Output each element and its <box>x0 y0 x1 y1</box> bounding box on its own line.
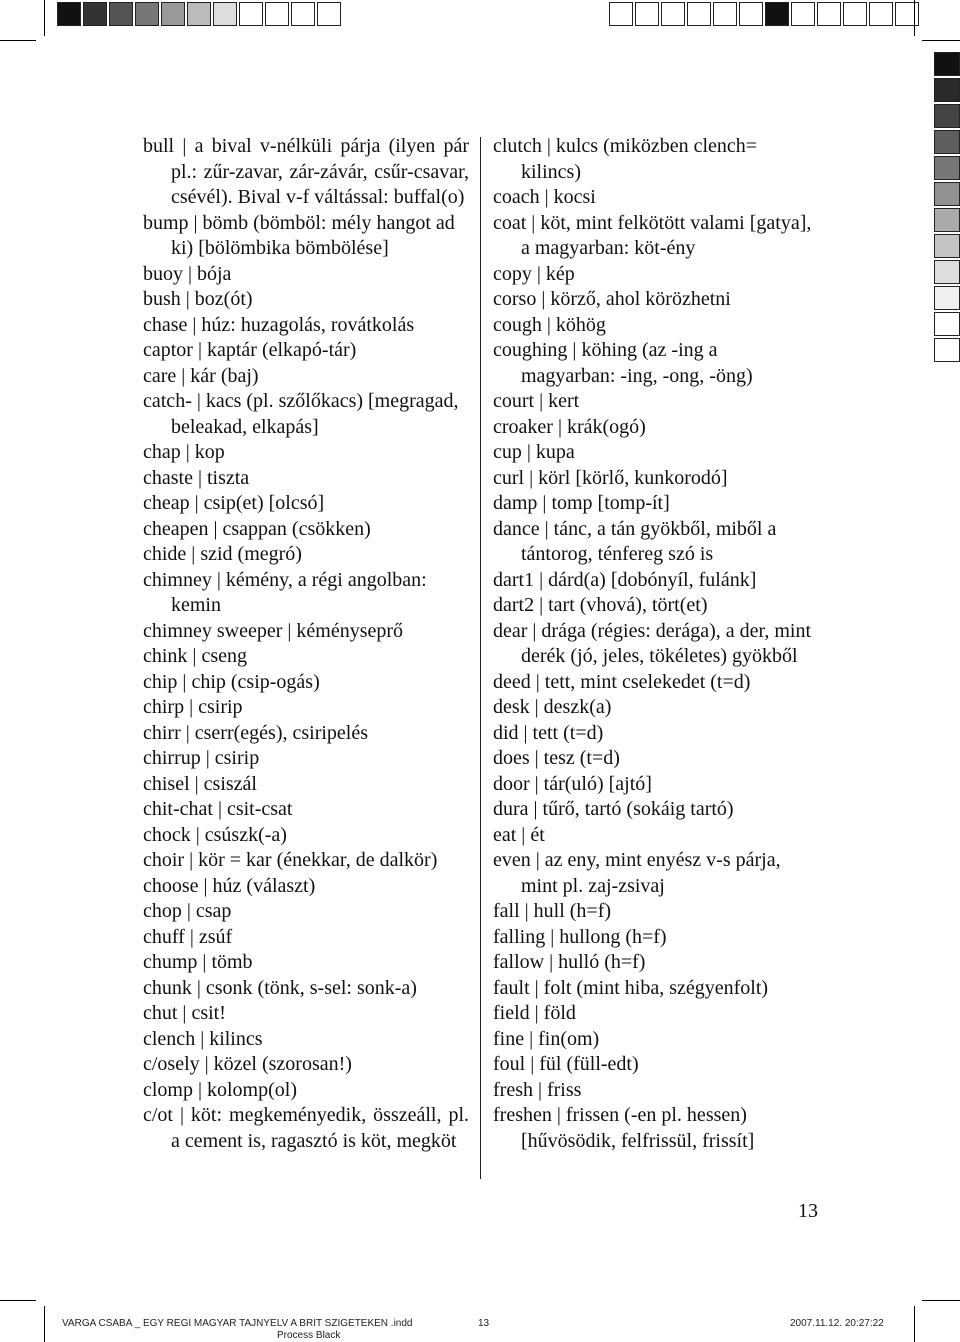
dictionary-entry: chop | csap <box>143 900 232 922</box>
crop-mark <box>44 1306 45 1342</box>
dictionary-entry: copy | kép <box>493 262 575 285</box>
dictionary-entry: fallow | hulló (h=f) <box>493 951 646 973</box>
dictionary-entry: chut | csit! <box>143 1002 226 1024</box>
dictionary-entry: chaste | tiszta <box>143 466 250 489</box>
dictionary-entry: fall | hull (h=f) <box>493 900 612 922</box>
dictionary-entry: chirrup | csirip <box>143 747 260 769</box>
dictionary-entry: chirp | csirip <box>143 696 243 718</box>
dictionary-entry: chap | kop <box>143 441 225 463</box>
right-column <box>493 134 815 1154</box>
dictionary-entry: cheapen | csappan (csökken) <box>143 517 371 540</box>
dictionary-entry: does | tesz (t=d) <box>493 747 620 769</box>
dictionary-entry: chunk | csonk (tönk, s-sel: sonk-a) <box>143 976 417 999</box>
crop-mark <box>922 40 960 41</box>
dictionary-entry: catch- | kacs (pl. szőlőkacs) [megragad, beleakad, elkapás] <box>143 390 459 438</box>
crop-mark <box>44 0 45 36</box>
footer-file-name: VARGA CSABA _ EGY REGI MAGYAR TAJNYELV A BRIT SZIGETEKEN .indd <box>62 1318 413 1329</box>
footer-process: Process Black <box>277 1330 341 1341</box>
dictionary-entry: falling | hullong (h=f) <box>493 925 667 948</box>
crop-mark <box>914 0 915 36</box>
crop-mark <box>0 1300 36 1301</box>
dictionary-entry: c/ot | köt: megkeményedik, összeáll, pl. a cement is, ragasztó is köt, megköt <box>143 1104 469 1152</box>
dictionary-entry: bump | bömb (bömböl: mély hangot ad ki) [bölömbika bömbölése] <box>143 211 455 259</box>
dictionary-entry: curl | körl [körlő, kunkorodó] <box>493 466 728 489</box>
dictionary-entry: door | tár(uló) [ajtó] <box>493 772 652 795</box>
dictionary-entry: fine | fin(om) <box>493 1027 600 1050</box>
dictionary-entry: chock | csúszk(-a) <box>143 823 287 846</box>
crop-mark <box>914 1306 915 1342</box>
dictionary-entry: fault | folt (mint hiba, szégyenfolt) <box>493 976 769 999</box>
dictionary-entry: chide | szid (megró) <box>143 543 302 565</box>
dictionary-entry: dance | tánc, a tán gyökből, miből a tántorog, ténfereg szó is <box>493 517 777 565</box>
dictionary-entry: foul | fül (füll-edt) <box>493 1053 639 1075</box>
dictionary-entry: bull | a bival v-nélküli párja (ilyen pár pl.: zűr-zavar, zár-závár, csűr-csavar, csévél). Bival v-f váltással: buffal(o) <box>143 135 469 208</box>
dictionary-entry: chit-chat | csit-csat <box>143 798 293 820</box>
dictionary-entry: court | kert <box>493 390 580 412</box>
dictionary-entry: chirr | cserr(egés), csiripelés <box>143 721 368 744</box>
dictionary-entry: did | tett (t=d) <box>493 721 604 744</box>
footer-datetime: 2007.11.12. 20:27:22 <box>790 1318 884 1329</box>
left-column <box>143 134 469 1154</box>
dictionary-entry: chisel | csiszál <box>143 772 257 795</box>
dictionary-entry: cheap | csip(et) [olcsó] <box>143 492 325 514</box>
dictionary-entry: choir | kör = kar (énekkar, de dalkör) <box>143 849 438 871</box>
dictionary-entry: deed | tett, mint cselekedet (t=d) <box>493 670 751 693</box>
dictionary-entry: desk | deszk(a) <box>493 696 612 718</box>
dictionary-entry: dart2 | tart (vhová), tört(et) <box>493 594 708 616</box>
dictionary-entry: chink | cseng <box>143 645 247 667</box>
dictionary-entry: fresh | friss <box>493 1078 582 1101</box>
dictionary-entry: c/osely | közel (szorosan!) <box>143 1053 352 1075</box>
dictionary-entry: corso | körző, ahol körözhetni <box>493 288 731 310</box>
dictionary-entry: clutch | kulcs (miközben clench= kilincs) <box>493 135 758 183</box>
dictionary-entry: cough | köhög <box>493 313 606 336</box>
dictionary-entry: chump | tömb <box>143 951 253 973</box>
page-number: 13 <box>798 1200 818 1222</box>
dictionary-entry: buoy | bója <box>143 262 232 285</box>
dictionary-entry: chase | húz: huzagolás, rovátkolás <box>143 313 415 336</box>
dictionary-entry: coughing | köhing (az -ing a magyarban: -ing, -ong, -öng) <box>493 339 753 387</box>
dictionary-entry: damp | tomp [tomp-ít] <box>493 492 670 514</box>
dictionary-entry: chip | chip (csip-ogás) <box>143 670 320 693</box>
dictionary-entry: coat | köt, mint felkötött valami [gatya], a magyarban: köt-ény <box>493 211 812 259</box>
dictionary-entry: coach | kocsi <box>493 186 596 208</box>
footer-page: 13 <box>478 1318 490 1329</box>
dictionary-entry: dear | drága (régies: derága), a der, mint derék (jó, jeles, tökéletes) gyökből <box>493 619 812 667</box>
dictionary-entry: cup | kupa <box>493 441 575 463</box>
dictionary-entry: bush | boz(ót) <box>143 288 253 310</box>
column-divider <box>480 137 481 1179</box>
color-bar-left <box>57 2 343 26</box>
vertical-gray-scale <box>934 52 960 364</box>
dictionary-entry: field | föld <box>493 1002 576 1024</box>
dictionary-entry: chimney | kémény, a régi angolban: kemin <box>143 568 427 616</box>
dictionary-entry: clench | kilincs <box>143 1027 263 1050</box>
dictionary-entry: eat | ét <box>493 823 545 846</box>
color-bar-right <box>609 2 921 26</box>
dictionary-entry: croaker | krák(ogó) <box>493 415 646 438</box>
crop-mark <box>922 1300 960 1301</box>
dictionary-entry: dura | tűrő, tartó (sokáig tartó) <box>493 798 734 820</box>
dictionary-entry: even | az eny, mint enyész v-s párja, mint pl. zaj-zsivaj <box>493 849 781 897</box>
dictionary-entry: chimney sweeper | kéményseprő <box>143 619 404 642</box>
dictionary-entry: choose | húz (választ) <box>143 874 316 897</box>
dictionary-entry: care | kár (baj) <box>143 364 259 387</box>
dictionary-entry: captor | kaptár (elkapó-tár) <box>143 339 357 361</box>
dictionary-entry: freshen | frissen (-en pl. hessen) [hűvösödik, felfrissül, frissít] <box>493 1104 755 1152</box>
dictionary-entry: dart1 | dárd(a) [dobónyíl, fulánk] <box>493 568 757 591</box>
crop-mark <box>0 40 36 41</box>
dictionary-entry: chuff | zsúf <box>143 925 233 948</box>
dictionary-entry: clomp | kolomp(ol) <box>143 1078 297 1101</box>
